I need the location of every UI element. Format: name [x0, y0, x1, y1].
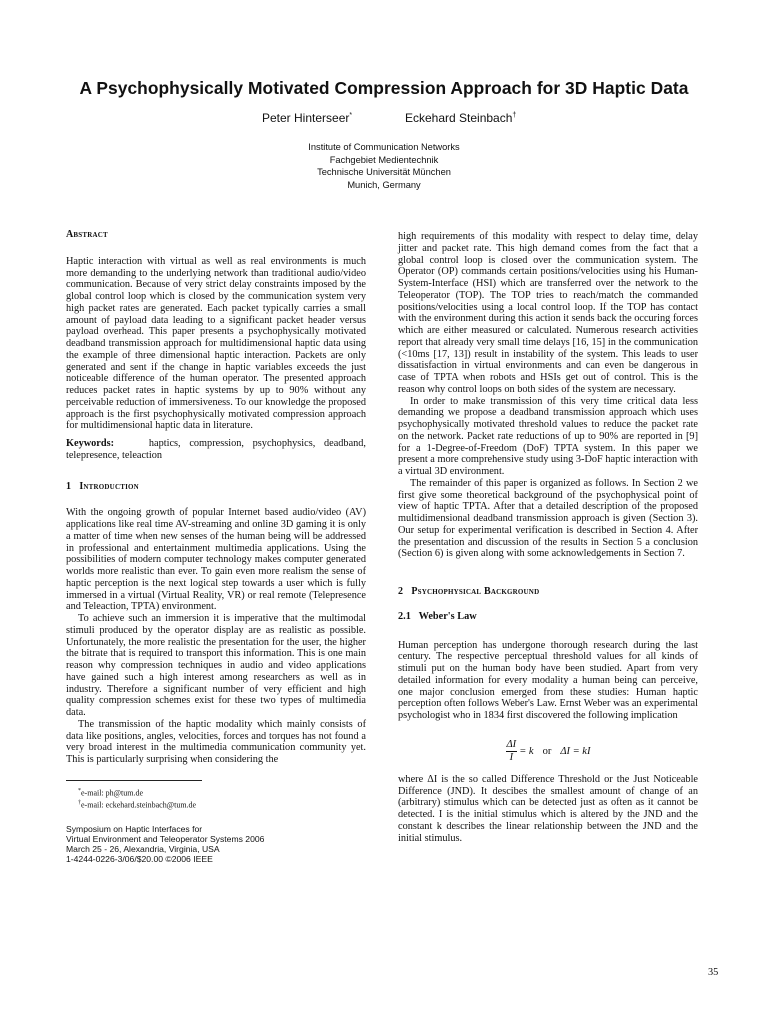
- intro-paragraph-2: To achieve such an immersion it is imperative that the multimodal stimuli produced by the operator display are as realistic as possible. Unfortunately, the more realistic the presentation for the user, the higher the bitrate that is required to transport this information. This is one main reason why compression techniques in audio and video applications have gained such a high interest among researchers as well as in industry. Therefore a significant number of very efficient and high quality compression schemes exist for these two types of multimedia data.: [66, 613, 366, 718]
- affiliation: [0, 141, 768, 191]
- affiliation-line: Fachgebiet Medientechnik: [329, 154, 439, 165]
- weber-paragraph-1: Human perception has undergone thorough research during the last century. The respective perceptual threshold values for all kinds of stimuli put on the human body have been studied. Apart from very detailed information for every modality a human being can perceive, one major conclusion emerged from these studies: Human haptic perception often follows Weber's Law. Ernst Weber was an experimental psychologist who in 1834 first discovered the following implication: [398, 639, 698, 721]
- author-name: Eckehard Steinbach: [405, 111, 513, 125]
- section-number: 2: [398, 586, 404, 597]
- intro-continued-paragraph-3: The remainder of this paper is organized as follows. In Section 2 we first give some theoretical background of the psychophysical point of view of haptic TPTA. After that a detailed description of the proposed multidimensional deadband transmission approach is given (Section 3). Our setup for experimental verification is described in Section 4. After the presentation and discussion of the results in Section 5 a conclusion (Section 6) is given along with some acknowledgements in Section 7.: [398, 477, 698, 560]
- paper-title: A Psychophysically Motivated Compression Approach for 3D Haptic Data: [79, 78, 689, 98]
- keywords-label: Keywords:: [66, 438, 115, 449]
- abstract-text: Haptic interaction with virtual as well as real environments is much more demanding to the underlying network than traditional audio/video communication. Because of very strict delay constraints imposed by the global control loop which is closed by the communication system very high packet rates are generated. Each packet typically carries a small amount of payload data leading to a significant packet header versus payload overhead. This paper presents a psychophysically motivated deadband transmission approach for multidimensional haptic data using the example of three dimensional haptic interaction. Packets are only generated and sent if the change in haptic variables exceeds the just noticeable difference of the human operator. The presented approach reduces packet rates in haptic systems by up to 90% without any perceivable reduction of immersiveness. To our knowledge the proposed approach is the first psychophysically motivated compression approach for multidimensional haptic data in literature.: [66, 255, 366, 432]
- subsection-heading-webers-law: [398, 611, 698, 623]
- symposium-line: Virtual Environment and Teleoperator Systems 2006: [66, 834, 265, 845]
- footnote-divider: [66, 780, 202, 781]
- affiliation-line: Munich, Germany: [347, 179, 421, 190]
- abstract-heading: Abstract: [66, 229, 108, 240]
- page-number: 35: [708, 967, 719, 978]
- section-heading-psychophysical-background: [398, 586, 698, 598]
- section-title: Introduction: [79, 480, 139, 492]
- subsection-title: Weber's Law: [418, 610, 477, 622]
- intro-paragraph-1: With the ongoing growth of popular Internet based audio/video (AV) applications like real time AV-streaming and online 3D gaming it is only a matter of time when new senses of the human being will be addressed in professional and entertainment multimedia applications. Using the possibilities of modern computer technology makes computer generated worlds more realistic than ever. To gain even more realism the sense of haptic perception is the next logical step towards a user which is fully immersed in a virtual (Virtual Reality, VR) or real remote (Telepresence and Teleaction, TPTA) environment.: [66, 507, 366, 613]
- section-title: Psychophysical Background: [411, 586, 540, 597]
- section-heading-introduction: [66, 481, 366, 493]
- footnote-1: [66, 786, 366, 799]
- section-number: 1: [66, 480, 72, 492]
- footnote-mark: *: [78, 787, 81, 794]
- symposium-info: [66, 824, 366, 864]
- symposium-line: Symposium on Haptic Interfaces for: [66, 824, 203, 835]
- intro-continued-paragraph-1: high requirements of this modality with respect to delay time, delay jitter and packet rate. This high demand comes from the fact that a global control loop is closed over the communication system. The Operator (OP) commands certain positions/velocities using his Human-System-Interface (HSI) which are transferred over the network to the Teleoperator (TOP). The TOP tries to reach/match the commanded positions/velocities using a local control loop. If the TOP has contact with the environment during this action it sends back the occuring forces which are either measured or calculated. Numerous research activities report that already very small time delays [16, 15] in the communication (<10ms [17, 13]) result in instability of the system. This leads to user dissatisfaction in virtual environments and can even be dangerous in case of TPTA when robots and HSIs get out of control. This is the reason why control loops on both sides of the system are necessary.: [398, 231, 698, 395]
- right-column: [398, 231, 698, 844]
- author-mark: *: [349, 112, 353, 119]
- webers-law-formula: [398, 730, 698, 774]
- author-mark: †: [512, 112, 517, 119]
- subsection-number: 2.1: [398, 610, 411, 622]
- left-column: [66, 229, 366, 864]
- formula-fraction: [506, 739, 518, 764]
- symposium-line: March 25 - 26, Alexandria, Virginia, USA: [66, 844, 220, 855]
- footnote-mark: †: [78, 800, 81, 807]
- author-name: Peter Hinterseer: [262, 111, 350, 125]
- footnote-text: e-mail: eckehard.steinbach@tum.de: [81, 801, 197, 811]
- formula-numerator: ΔI: [506, 739, 517, 751]
- formula-rhs-2: ΔI = kI: [560, 745, 591, 757]
- affiliation-line: Institute of Communication Networks: [308, 142, 460, 152]
- footnote-text: e-mail: ph@tum.de: [81, 788, 144, 798]
- keywords-text: haptics, compression, psychophysics, deadband, telepresence, teleaction: [66, 438, 367, 461]
- symposium-line: 1-4244-0226-3/06/$20.00 ©2006 IEEE: [66, 854, 213, 865]
- keywords: [66, 438, 366, 462]
- weber-paragraph-2: where ΔI is the so called Difference Threshold or the Just Noticeable Difference (JND). It descibes the smallest amount of change of an (arbitrary) stimulus which can be detected just as often as it cannot be detected. I is the initial stimulus which is altered by the JND and the constant k describes the linear relationship between the JND and the initial stimulus.: [398, 773, 698, 844]
- formula-rhs-1: = k: [519, 745, 534, 757]
- author-1: [262, 111, 352, 125]
- formula-denominator: I: [509, 752, 514, 764]
- author-2: [405, 111, 516, 125]
- intro-paragraph-3: The transmission of the haptic modality which mainly consists of data like positions, angles, velocities, forces and torques has not found a very broad interest in the multimedia communication community yet. This is particularly surprising when considering the: [66, 718, 366, 765]
- footnote-2: [66, 798, 366, 811]
- affiliation-line: Technische Universität München: [317, 167, 451, 178]
- formula-or: or: [542, 745, 552, 757]
- intro-continued-paragraph-2: In order to make transmission of this very time critical data less demanding we propose a deadband transmission approach which uses psychophysically motivated threshold values to reduce the packet rate on the network. Packet rate reductions of up to 90% are reported in [9] for a 1-Degree-of-Freedom (DoF) TPTA system. In this paper we present a more comprehensive study using 3-DoF haptic interaction with a virtual 3D environment.: [398, 395, 698, 477]
